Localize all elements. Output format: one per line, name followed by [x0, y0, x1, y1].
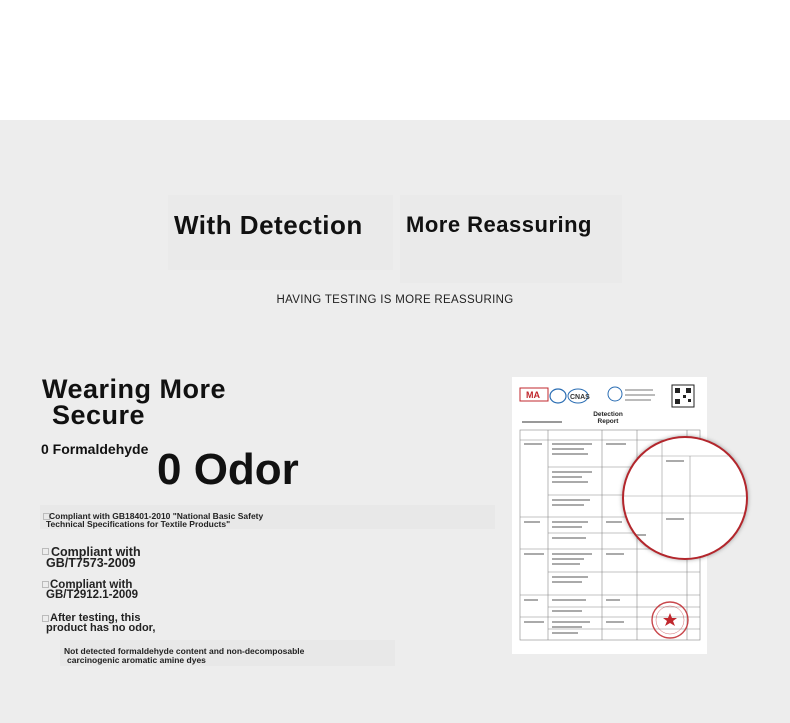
claim-item-4-line2: product has no odor,	[46, 622, 156, 634]
claim-item-3-line2: GB/T2912.1-2009	[46, 589, 139, 601]
claim-item-4-line1: After testing, this	[50, 612, 141, 624]
section-subtitle: HAVING TESTING IS MORE REASSURING	[276, 294, 514, 306]
svg-text:MA: MA	[526, 390, 540, 400]
bullet-icon	[42, 581, 49, 588]
bullet-icon	[42, 548, 49, 555]
zero-odor: 0 Odor	[157, 445, 299, 494]
heading-more-reassuring: More Reassuring	[406, 212, 592, 237]
wearing-title-line2: Secure	[52, 400, 146, 430]
magnifier-zoom-circle	[622, 436, 748, 560]
claim-item-1-line1: Compliant with GB18401-2010 "National Basic Safety	[49, 511, 264, 521]
zero-formaldehyde: 0 Formaldehyde	[41, 441, 149, 457]
official-stamp-icon	[652, 602, 688, 638]
svg-text:Report: Report	[597, 418, 619, 425]
top-blank-area	[0, 0, 790, 120]
claim-item-2-line2: GB/T7573-2009	[46, 556, 136, 570]
claim-item-2-line1: Compliant with	[51, 545, 141, 559]
seal-badge-icon	[608, 387, 622, 401]
cma-logo-icon	[520, 388, 548, 401]
heading-with-detection: With Detection	[174, 210, 363, 240]
ilac-logo-icon	[550, 389, 566, 403]
bullet-icon	[42, 615, 49, 622]
cnas-logo-icon	[568, 389, 590, 403]
claim-item-1-line2: Technical Specifications for Textile Products"	[46, 519, 231, 529]
claim-item-3-line1: Compliant with	[50, 579, 133, 591]
svg-text:Detection: Detection	[593, 411, 623, 418]
svg-text:CNAS: CNAS	[570, 394, 590, 401]
wearing-title-line1: Wearing More	[42, 374, 227, 404]
qr-code-icon	[672, 385, 694, 407]
claim-item-5-line1: Not detected formaldehyde content and non-decomposable	[64, 646, 305, 656]
heading-shadow-right	[400, 195, 622, 283]
claim-item-5-line2: carcinogenic aromatic amine dyes	[67, 655, 206, 665]
